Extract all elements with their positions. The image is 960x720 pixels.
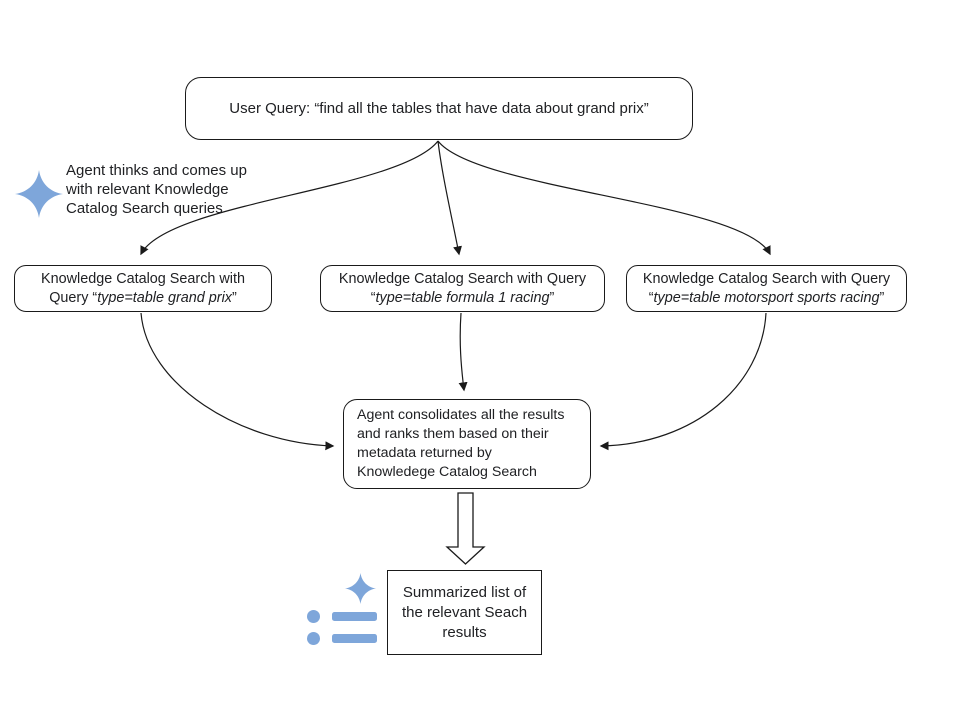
converge-arrow-left: [141, 313, 333, 446]
converge-arrow-middle: [460, 313, 464, 390]
search-box-motorsport: [626, 265, 907, 312]
summary-line: the relevant Seach: [401, 603, 528, 621]
list-bullet-bar: [332, 612, 377, 621]
list-bullet-bar: [332, 634, 377, 643]
search-box-line2: “type=table formula 1 racing”: [370, 289, 555, 306]
consolidation-box: [343, 399, 591, 489]
search-box-formula-1: [320, 265, 605, 312]
search-box-line2: Query “type=table grand prix”: [49, 289, 237, 306]
converge-arrow-right: [601, 313, 766, 446]
search-box-line2: “type=table motorsport sports racing”: [648, 289, 885, 306]
gemini-sparkle-icon: [15, 170, 63, 218]
consolidation-line: Agent consolidates all the results: [357, 406, 565, 423]
annotation-line: with relevant Knowledge: [66, 181, 229, 198]
fan-arrow-middle: [438, 141, 459, 254]
user-query-box: [185, 77, 693, 140]
summary-line: results: [442, 623, 487, 641]
user-query-text: User Query: “find all the tables that have data about grand prix”: [229, 99, 649, 117]
query-text: type=table grand prix: [97, 289, 232, 306]
query-text: type=table formula 1 racing: [375, 289, 550, 306]
sparkle-icon: [345, 573, 376, 604]
summarize-sparkle-list-icon: [300, 571, 380, 651]
search-box-line1: Knowledge Catalog Search with: [41, 270, 245, 287]
search-box-grand-prix: [14, 265, 272, 312]
summary-line: Summarized list of: [402, 583, 527, 601]
list-bullet-dot: [307, 632, 320, 645]
annotation-line: Agent thinks and comes up: [66, 162, 247, 179]
search-box-line1: Knowledge Catalog Search with Query: [338, 270, 587, 287]
annotation-line: Catalog Search queries: [66, 200, 223, 217]
summary-box: [387, 570, 542, 655]
consolidation-line: and ranks them based on their: [357, 425, 549, 442]
query-text: type=table motorsport sports racing: [653, 289, 880, 306]
list-bullet-dot: [307, 610, 320, 623]
consolidation-line: metadata returned by: [357, 445, 492, 461]
agent-annotation: [66, 161, 247, 218]
block-arrow-down: [447, 493, 484, 564]
consolidation-line: Knowledege Catalog Search: [357, 464, 537, 481]
search-box-line1: Knowledge Catalog Search with Query: [642, 270, 891, 287]
fan-arrow-right: [438, 141, 770, 254]
